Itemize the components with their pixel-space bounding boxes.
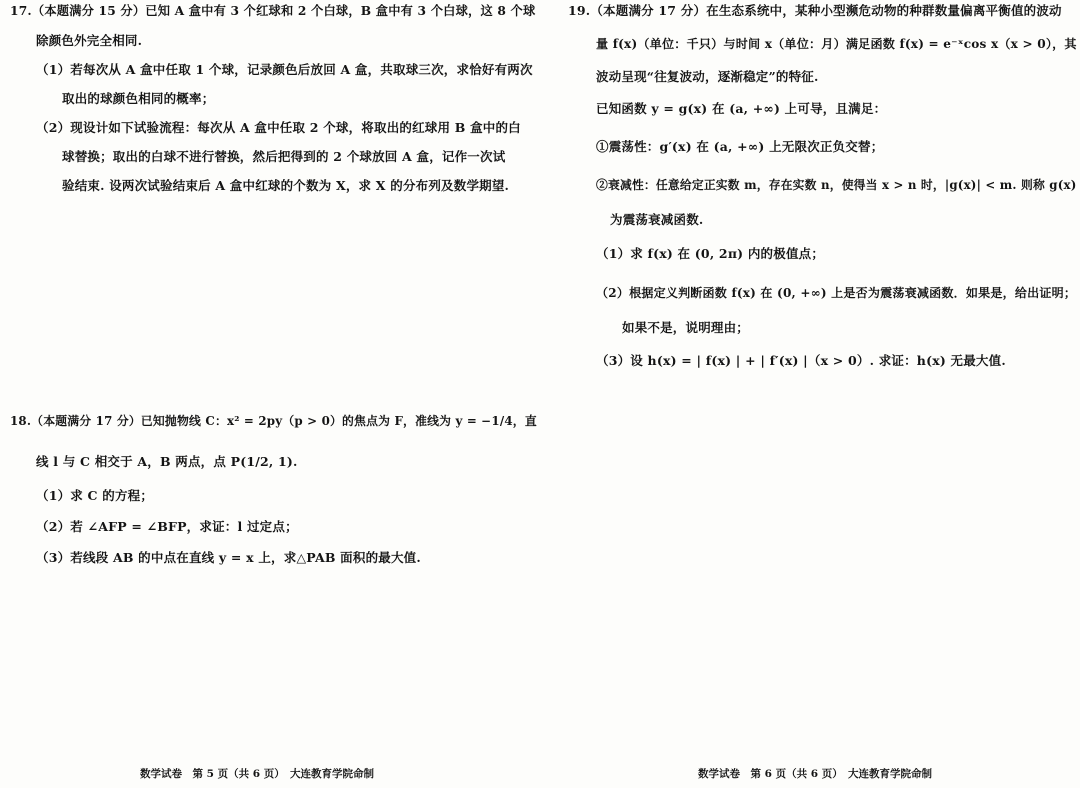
q18-line-1: 18.（本题满分 17 分）已知抛物线 C：x² = 2py（p > 0）的焦点为 F，准线为 y = −1/4，直 [10, 414, 537, 428]
q17-line-6: 球替换；取出的白球不进行替换，然后把得到的 2 个球放回 A 盒，记作一次试 [62, 149, 506, 164]
right-page [540, 0, 1080, 788]
q19-line-2: 量 f(x)（单位：千只）与时间 x（单位：月）满足函数 f(x) = e⁻ˣcos x（x > 0），其 [596, 37, 1077, 51]
q19-line-7: 为震荡衰减函数. [610, 212, 704, 227]
q19-line-5: ①震荡性：g′(x) 在 (a, +∞) 上无限次正负交替； [596, 139, 884, 154]
q19-line-3: 波动呈现“往复波动，逐渐稳定”的特征. [596, 69, 819, 84]
q18-line-3: （1）求 C 的方程； [36, 488, 154, 503]
q19-line-9: （2）根据定义判断函数 f(x) 在 (0, +∞) 上是否为震荡衰减函数．如果是，给出证明； [596, 286, 1077, 300]
q18-line-4: （2）若 ∠AFP = ∠BFP，求证：l 过定点； [36, 519, 298, 534]
q19-line-8: （1）求 f(x) 在 (0, 2π) 内的极值点； [596, 246, 825, 261]
q19-line-10: 如果不是，说明理由； [622, 320, 750, 335]
left-page-footer: 数学试卷 第 5 页（共 6 页） 大连教育学院命制 [140, 768, 374, 780]
q17-line-1: 17.（本题满分 15 分）已知 A 盒中有 3 个红球和 2 个白球，B 盒中有 3 个白球，这 8 个球 [10, 4, 536, 18]
right-page-footer: 数学试卷 第 6 页（共 6 页） 大连教育学院命制 [698, 768, 932, 780]
q19-line-1: 19.（本题满分 17 分）在生态系统中，某种小型濒危动物的种群数量偏离平衡值的波动 [568, 3, 1062, 18]
q19-line-4: 已知函数 y = g(x) 在 (a, +∞) 上可导，且满足： [596, 101, 887, 116]
q17-line-7: 验结束. 设两次试验结束后 A 盒中红球的个数为 X，求 X 的分布列及数学期望. [62, 178, 510, 193]
q17-line-4: 取出的球颜色相同的概率； [62, 91, 215, 106]
q19-line-11: （3）设 h(x) = | f(x) | + | f′(x) |（x > 0）. 求证：h(x) 无最大值. [596, 353, 1006, 368]
q19-line-6: ②衰减性：任意给定正实数 m，存在实数 n，使得当 x > n 时，|g(x)| < m. 则称 g(x) [596, 178, 1077, 192]
q18-line-2: 线 l 与 C 相交于 A，B 两点，点 P(1/2, 1). [36, 454, 298, 469]
q17-line-2: 除颜色外完全相同. [36, 33, 143, 48]
q17-line-5: （2）现设计如下试验流程：每次从 A 盒中任取 2 个球，将取出的红球用 B 盒中的白 [36, 120, 521, 135]
q17-line-3: （1）若每次从 A 盒中任取 1 个球，记录颜色后放回 A 盒，共取球三次，求恰好有两次 [36, 62, 533, 77]
q18-line-5: （3）若线段 AB 的中点在直线 y = x 上，求△PAB 面积的最大值. [36, 550, 421, 565]
